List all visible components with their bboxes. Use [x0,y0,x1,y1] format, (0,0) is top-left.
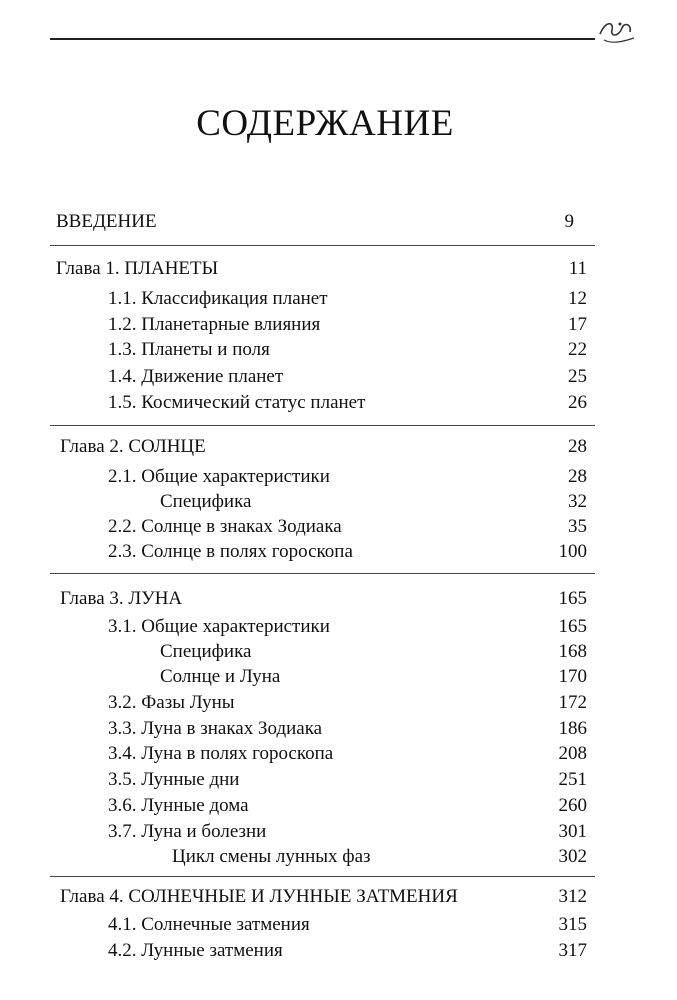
toc-entry[interactable] [0,311,677,339]
toc-entry-label: 2.1. Общие характеристики [108,466,330,487]
toc-entry-label: Специфика [160,641,252,662]
toc-entry-page: 9 [564,211,574,232]
toc-entry[interactable] [0,285,677,313]
toc-entry-label: 1.1. Классификация планет [108,288,328,309]
toc-entry[interactable] [0,715,677,743]
toc-entry-chapter-1[interactable] [0,255,677,283]
toc-entry-page: 172 [558,692,587,713]
toc-entry-page: 301 [558,821,587,842]
toc-entry[interactable] [0,389,677,417]
toc-entry-page: 302 [558,846,587,867]
toc-entry-page: 32 [568,491,587,512]
toc-entry-page: 17 [568,314,587,335]
page-title: СОДЕРЖАНИЕ [196,103,454,144]
toc-entry-page: 22 [568,339,587,360]
toc-entry-label: ВВЕДЕНИЕ [56,211,157,232]
toc-entry-label: Солнце и Луна [160,666,281,687]
toc-entry-page: 317 [558,940,587,961]
toc-entry-label: Цикл смены лунных фаз [172,846,371,867]
section-divider [50,573,595,574]
toc-entry-chapter-3[interactable] [0,585,677,613]
toc-entry-page: 251 [558,769,587,790]
toc-entry-page: 208 [558,743,587,764]
toc-entry-intro[interactable] [0,208,677,236]
toc-entry-page: 28 [568,436,587,457]
toc-entry-page: 165 [558,588,587,609]
toc-entry-label: Глава 4. СОЛНЕЧНЫЕ И ЛУННЫЕ ЗАТМЕНИЯ [60,886,458,907]
toc-entry[interactable] [0,911,677,939]
toc-entry-label: Глава 3. ЛУНА [60,588,183,609]
toc-entry-label: 3.3. Луна в знаках Зодиака [108,718,323,739]
toc-entry-label: 1.3. Планеты и поля [108,339,270,360]
toc-entry-page: 260 [558,795,587,816]
toc-entry-label: 3.5. Лунные дни [108,769,240,790]
toc-entry-label: Специфика [160,491,252,512]
toc-entry[interactable] [0,463,677,491]
toc-entry-page: 28 [568,466,587,487]
toc-entry-page: 168 [558,641,587,662]
toc-entry-label: 2.2. Солнце в знаках Зодиака [108,516,342,537]
toc-entry-page: 170 [558,666,587,687]
toc-entry[interactable] [0,792,677,820]
toc-entry[interactable] [0,513,677,541]
toc-entry-label: 1.2. Планетарные влияния [108,314,321,335]
toc-entry[interactable] [0,689,677,717]
toc-entry[interactable] [0,363,677,391]
toc-entry-page: 26 [568,392,587,413]
toc-entry-label: 3.2. Фазы Луны [108,692,235,713]
toc-entry[interactable] [0,843,677,871]
toc-entry-page: 186 [558,718,587,739]
toc-entry-page: 312 [558,886,587,907]
toc-entry-label: 4.1. Солнечные затмения [108,914,310,935]
section-divider [50,425,595,426]
toc-entry-page: 100 [558,541,587,562]
toc-entry-label: 3.7. Луна и болезни [108,821,267,842]
toc-entry-label: 3.1. Общие характеристики [108,616,330,637]
toc-entry-chapter-4[interactable] [0,883,677,911]
toc-entry-label: 1.4. Движение планет [108,366,284,387]
toc-entry-label: Глава 2. СОЛНЦЕ [60,436,206,457]
toc-entry[interactable] [0,613,677,641]
toc-entry-page: 35 [568,516,587,537]
toc-entry[interactable] [0,818,677,846]
toc-entry[interactable] [0,488,677,516]
toc-entry[interactable] [0,663,677,691]
toc-entry-label: 3.4. Луна в полях гороскопа [108,743,334,764]
toc-entry-page: 11 [568,258,587,279]
toc-entry[interactable] [0,538,677,566]
toc-entry-label: 3.6. Лунные дома [108,795,249,816]
toc-entry[interactable] [0,937,677,965]
toc-entry-page: 12 [568,288,587,309]
toc-entry-chapter-2[interactable] [0,433,677,461]
toc-entry[interactable] [0,638,677,666]
toc-entry-label: 1.5. Космический статус планет [108,392,366,413]
section-divider [50,876,595,877]
section-divider [50,245,595,246]
toc-entry-label: 2.3. Солнце в полях гороскопа [108,541,353,562]
toc-entry[interactable] [0,766,677,794]
toc-entry-page: 165 [558,616,587,637]
toc-entry-page: 25 [568,366,587,387]
toc-entry-page: 315 [558,914,587,935]
toc-entry-label: 4.2. Лунные затмения [108,940,283,961]
toc-entry[interactable] [0,740,677,768]
toc-entry[interactable] [0,336,677,364]
toc-entry-label: Глава 1. ПЛАНЕТЫ [56,258,219,279]
